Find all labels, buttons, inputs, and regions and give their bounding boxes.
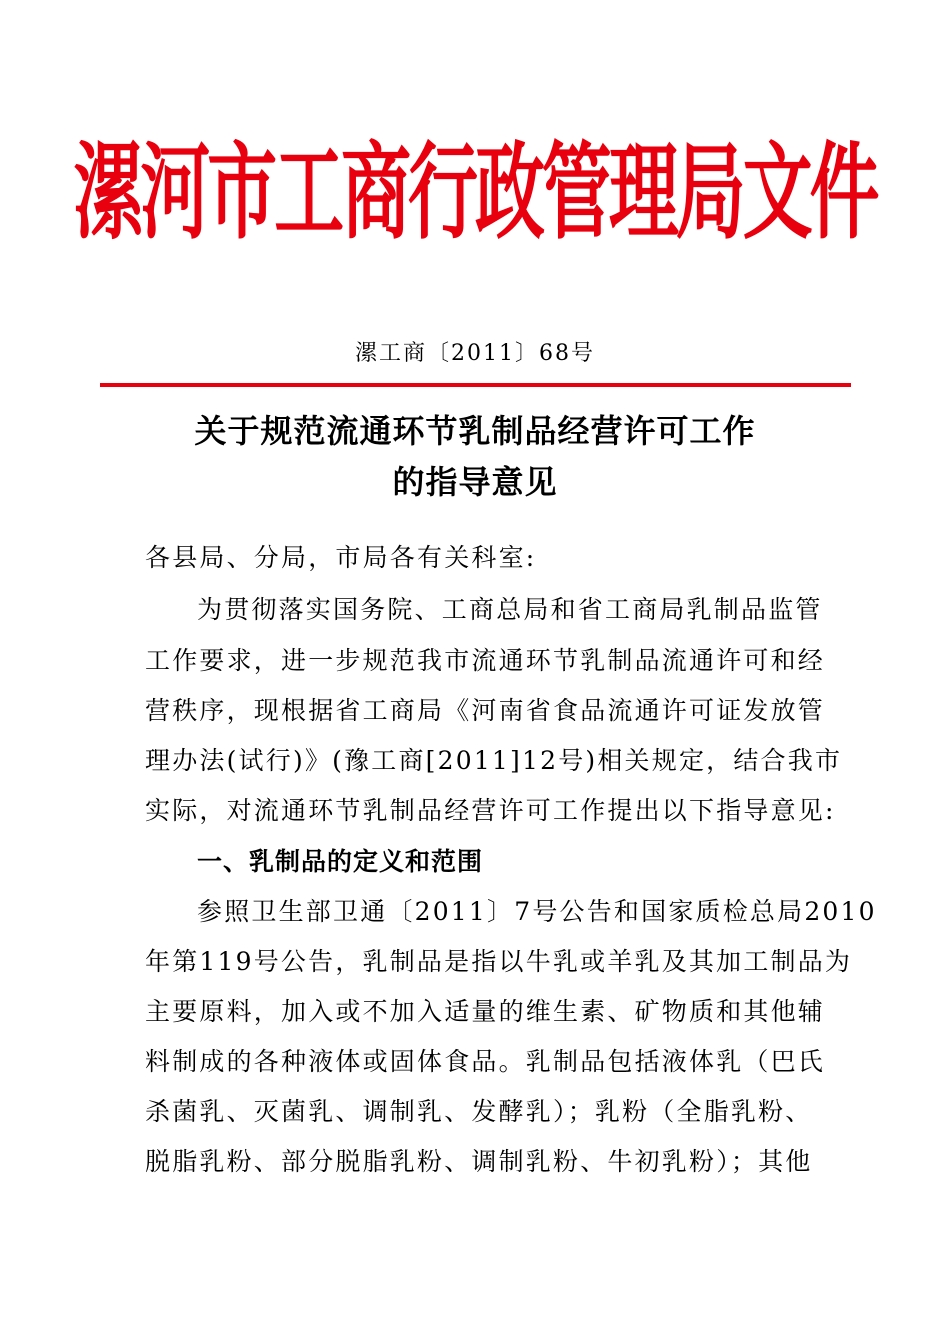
- body-line: 理办法(试行)》(豫工商[2011]12号)相关规定，结合我市: [145, 746, 843, 775]
- body-line: 料制成的各种液体或固体食品。乳制品包括液体乳（巴氏: [145, 1047, 826, 1076]
- red-divider: [100, 383, 851, 387]
- body-line: 营秩序，现根据省工商局《河南省食品流通许可证发放管: [145, 696, 826, 725]
- body-line: 脱脂乳粉、部分脱脂乳粉、调制乳粉、牛初乳粉）；其他: [145, 1147, 813, 1176]
- body-line: 杀菌乳、灭菌乳、调制乳、发酵乳）；乳粉（全脂乳粉、: [145, 1097, 813, 1126]
- body-line: 为贯彻落实国务院、工商总局和省工商局乳制品监管: [197, 595, 823, 624]
- section-heading: 一、乳制品的定义和范围: [197, 847, 484, 876]
- body-line: 主要原料，加入或不加入适量的维生素、矿物质和其他辅: [145, 997, 826, 1026]
- body-line: 参照卫生部卫通〔2011〕7号公告和国家质检总局2010: [197, 897, 877, 926]
- body-line: 实际，对流通环节乳制品经营许可工作提出以下指导意见:: [145, 796, 836, 825]
- body-line: 工作要求，进一步规范我市流通环节乳制品流通许可和经: [145, 646, 826, 675]
- document-number: 漯工商〔2011〕68号: [355, 341, 595, 366]
- salutation: 各县局、分局，市局各有关科室:: [145, 543, 537, 572]
- masthead: [0, 108, 950, 253]
- document-title-line-2: 的指导意见: [392, 463, 558, 501]
- body-line: 年第119号公告，乳制品是指以牛乳或羊乳及其加工制品为: [145, 947, 853, 976]
- document-title-line-1: 关于规范流通环节乳制品经营许可工作: [194, 412, 756, 450]
- masthead-title: 漯河市工商行政管理局文件: [73, 131, 877, 253]
